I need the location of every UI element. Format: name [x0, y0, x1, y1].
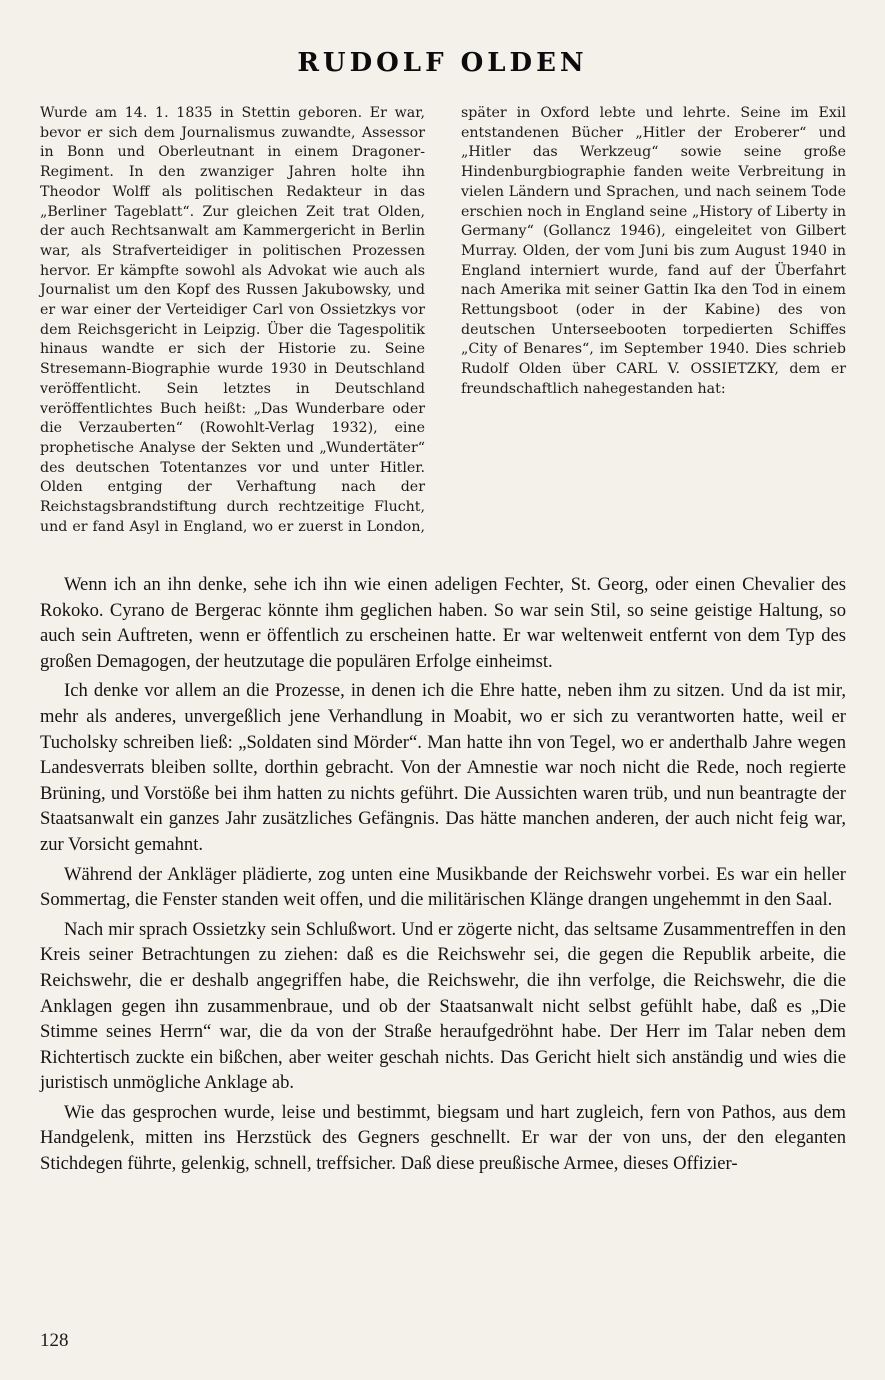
- paragraph: Wenn ich an ihn denke, sehe ich ihn wie einen adeligen Fechter, St. Georg, oder einen Chevalier des Rokoko. Cyrano de Bergerac könnte ihm geglichen haben. So war sein Stil, so seine geistige Haltung, so auch sein Auftreten, wenn er öffentlich zu erscheinen hatte. Er war weltenweit entfernt von dem Typ des großen Demagogen, der heutzutage die populären Erfolge einheimst.: [40, 574, 846, 672]
- page-title: RUDOLF OLDEN: [297, 48, 588, 78]
- paragraph: Wie das gesprochen wurde, leise und bestimmt, biegsam und hart zugleich, fern von Pathos, aus dem Handgelenk, mitten ins Herzstück des Gegners geschnellt. Er war der von uns, der den eleganten Stichdegen führte, gelenkig, schnell, treffsicher. Daß diese preußische Armee, dieses Offizier-: [40, 1101, 846, 1175]
- page-number: 128: [40, 1330, 69, 1351]
- essay-text: [40, 572, 846, 1181]
- paragraph: Nach mir sprach Ossietzky sein Schlußwort. Und er zögerte nicht, das seltsame Zusammentreffen in den Kreis seiner Betrachtungen zu ziehen: daß es die Reichswehr sei, die gegen die Republik arbeite, die Reichswehr, die er deshalb angegriffen habe, die Reichswehr, die ihn verfolge, die Reichswehr, die die Anklagen gegen ihn zusammenbraue, und ob der Staatsanwalt nicht selbst gefühlt habe, daß es „Die Stimme seines Herrn“ war, die da von der Straße heraufgedröhnt habe. Der Herr im Talar neben dem Richtertisch zuckte ein bißchen, aber weiter geschah nichts. Das Gericht hielt sich anständig und wies die juristisch unmögliche Anklage ab.: [40, 918, 846, 1094]
- paragraph: Während der Ankläger plädierte, zog unten eine Musikbande der Reichswehr vorbei. Es war ein heller Sommertag, die Fenster standen weit offen, und die militärischen Klänge drangen ungehemmt in den Saal.: [40, 863, 846, 911]
- intro-biography: Wurde am 14. 1. 1835 in Stettin geboren. Er war, bevor er sich dem Journalismus zuwandte, Assessor in Bonn und Oberleutnant in einem Dragoner-Regiment. In den zwanziger Jahren holte ihn Theodor Wolff als politischen Redakteur in das „Berliner Tageblatt“. Zur gleichen Zeit trat Olden, der auch Rechtsanwalt am Kammergericht in Berlin war, als Strafverteidiger in politischen Prozessen hervor. Er kämpfte sowohl als Advokat wie auch als Journalist um den Kopf des Russen Jakubowsky, und er war einer der Verteidiger Carl von Ossietzkys vor dem Reichsgericht in Leipzig. Über die Tagespolitik hinaus wandte er sich der Historie zu. Seine Stresemann-Biographie wurde 1930 in Deutschland veröffentlicht. Sein letztes in Deutschland veröffentlichtes Buch heißt: „Das Wunderbare oder die Verzauberten“ (Rowohlt-Verlag 1932), eine prophetische Analyse der Sekten und „Wundertäter“ des deutschen Totentanzes vor und unter Hitler. Olden entging der Verhaftung nach der Reichstagsbrandstiftung durch rechtzeitige Flucht, und er fand Asyl in England, wo er zuerst in London, später in Oxford lebte und lehrte. Seine im Exil entstandenen Bücher „Hitler der Eroberer“ und „Hitler das Werkzeug“ sowie seine große Hindenburgbiographie fanden weite Verbreitung in vielen Ländern und Sprachen, und nach seinem Tode erschien noch in England seine „History of Liberty in Germany“ (Gollancz 1946), eingeleitet von Gilbert Murray. Olden, der vom Juni bis zum August 1940 in England interniert wurde, fand auf der Überfahrt nach Amerika mit seiner Gattin Ika den Tod in einem Rettungsboot (oder in der Kabine) des von deutschen Unterseebooten torpedierten Schiffes „City of Benares“, im September 1940. Dies schrieb Rudolf Olden über CARL V. OSSIETZKY, dem er freundschaftlich nahegestanden hat:: [40, 105, 846, 535]
- paragraph: Ich denke vor allem an die Prozesse, in denen ich die Ehre hatte, neben ihm zu sitzen. Und da ist mir, mehr als anderes, unvergeßlich jene Verhandlung in Moabit, wo er sich zu verantworten hatte, weil er Tucholsky schreiben ließ: „Soldaten sind Mörder“. Man hatte ihn von Tegel, wo er anderthalb Jahre wegen Landesverrats bleiben sollte, dorthin gebracht. Von der Amnestie war noch nicht die Rede, noch regierte Brüning, und Vorstöße bei ihm hatten zu nichts geführt. Die Aussichten waren trüb, und nun beantragte der Staatsanwalt ein ganzes Jahr zusätzliches Gefängnis. Das hätte manchen anderen, der auch nicht feig war, zur Vorsicht gemahnt.: [40, 680, 846, 855]
